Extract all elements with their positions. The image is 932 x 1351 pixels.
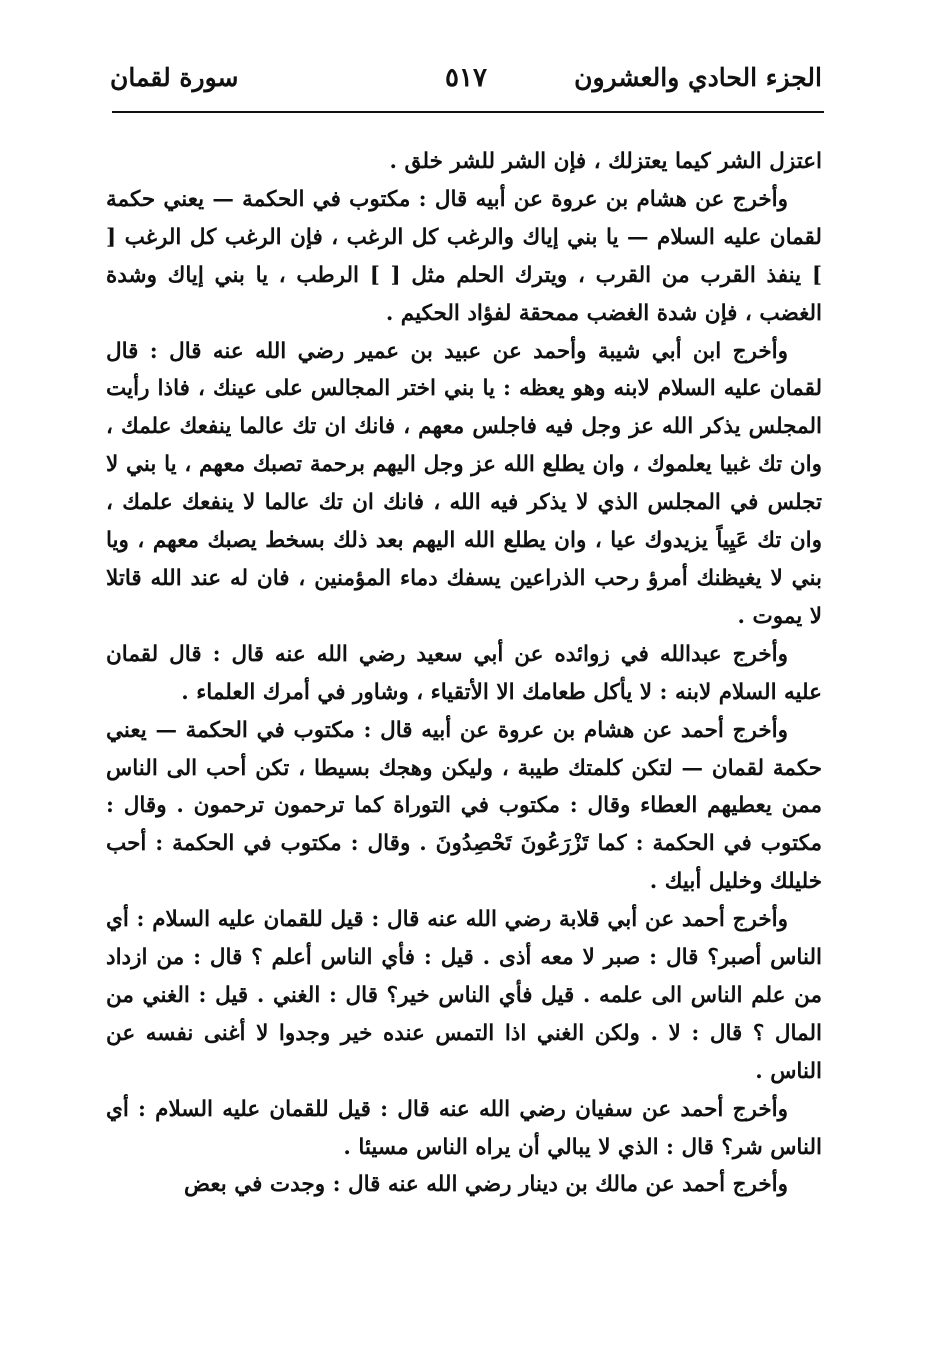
paragraph: وأخرج أحمد عن مالك بن دينار رضي الله عنه قال : وجدت في بعض bbox=[184, 1172, 788, 1198]
main-text bbox=[106, 143, 822, 1204]
juz-title: الجزء الحادي والعشرون bbox=[574, 63, 822, 92]
surah-title: سورة لقمان bbox=[110, 63, 239, 92]
paragraph: اعتزل الشر كيما يعتزلك ، فإن الشر للشر خلق . bbox=[389, 149, 822, 174]
page-number: ٥١٧ bbox=[445, 63, 487, 93]
paragraph: وأخرج عبدالله في زوائده عن أبي سعيد رضي الله عنه قال : قال لقمان عليه السلام لابنه : لا يأكل طعامك الا الأتقياء ، وشاور في أمرك العلماء . bbox=[106, 641, 822, 705]
paragraph: وأخرج أحمد عن أبي قلابة رضي الله عنه قال : قيل للقمان عليه السلام : أي الناس أصبر؟ قال : صبر لا معه أذى . قيل : فأي الناس أعلم ؟ قال : من ازداد من علم الناس الى علمه . قيل فأي الناس خير؟ قال : الغني . قيل : الغني من المال ؟ قال : لا . ولكن الغني اذا التمس عنده خير وجدوا لا أغنى نفسه عن الناس . bbox=[106, 907, 822, 1084]
paragraph: وأخرج ابن أبي شيبة وأحمد عن عبيد بن عمير رضي الله عنه قال : قال لقمان عليه السلام لابنه وهو يعظه : يا بني اختر المجالس على عينك ، فاذا رأيت المجلس يذكر الله عز وجل فيه فاجلس معهم ، فانك ان تك عالما ينفعك علمك ، وان تك غبيا يعلموك ، وان يطلع الله عز وجل اليهم برحمة تصبك معهم ، يا بني لا تجلس في المجلس الذي لا يذكر فيه الله ، فانك ان تك عالما لا ينفعك علمك ، وان تك عَيِياً يزيدوك عيا ، وان يطلع الله اليهم بعد ذلك بسخط يصبك معهم ، ويا بني لا يغيظنك أمرؤ رحب الذراعين يسفك دماء المؤمنين ، فان له عند الله قاتلا لا يموت . bbox=[106, 338, 822, 629]
header-rule bbox=[112, 111, 824, 113]
running-header bbox=[110, 58, 822, 104]
paragraph: وأخرج عن هشام بن عروة عن أبيه قال : مكتوب في الحكمة — يعني حكمة لقمان عليه السلام — يا بني إياك والرغب كل الرغب ، فإن الرغب كل الرغب [ ] ينفذ القرب من القرب ، ويترك الحلم مثل [ ] الرطب ، يا بني إياك وشدة الغضب ، فإن شدة الغضب ممحقة لفؤاد الحكيم . bbox=[106, 186, 822, 326]
paragraph: وأخرج أحمد عن هشام بن عروة عن أبيه قال : مكتوب في الحكمة — يعني حكمة لقمان — لتكن كلمتك طيبة ، وليكن وهجك بسيطا ، تكن أحب الى الناس ممن يعطيهم العطاء وقال : مكتوب في التوراة كما ترحمون ترحمون . وقال : مكتوب في الحكمة : كما تَزْرَعُونَ تَحْصِدُونَ . وقال : مكتوب في الحكمة : أحب خليلك وخليل أبيك . bbox=[106, 717, 822, 895]
paragraph: وأخرج أحمد عن سفيان رضي الله عنه قال : قيل للقمان عليه السلام : أي الناس شر؟ قال : الذي لا يبالي أن يراه الناس مسيئا . bbox=[106, 1096, 822, 1160]
